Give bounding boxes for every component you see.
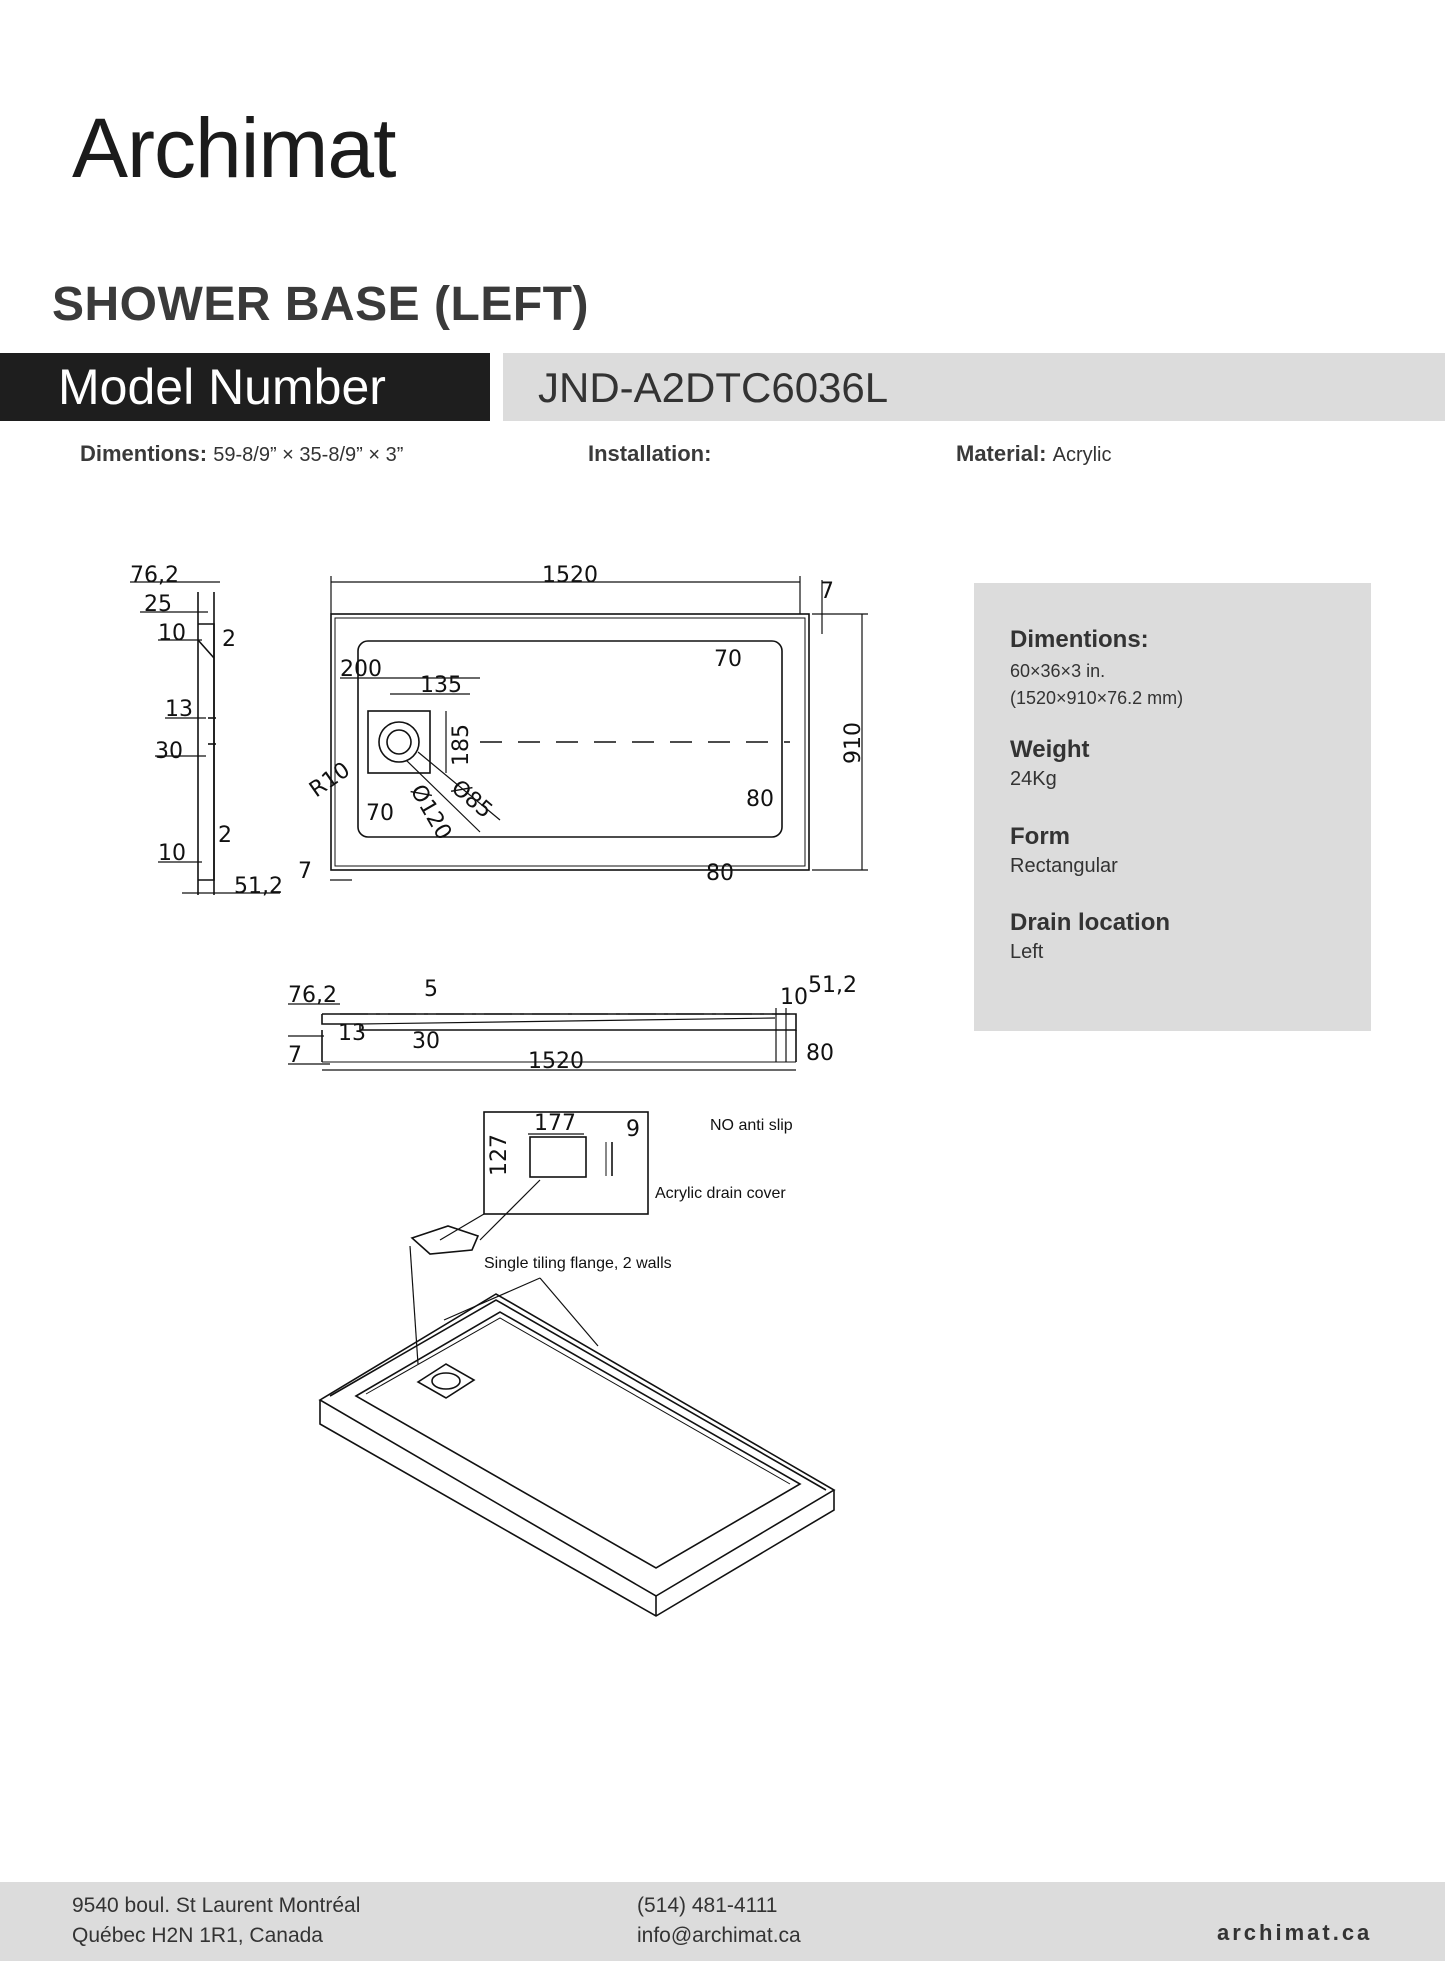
spec-dimensions-value: 59-8/9” × 35-8/9” × 3”	[213, 444, 404, 466]
dim-front-13: 13	[338, 1021, 366, 1046]
dim-front-5: 5	[424, 977, 438, 1002]
spec-material-label: Material:	[956, 441, 1047, 466]
panel-drain-value: Left	[1010, 941, 1044, 963]
note-no-anti-slip: NO anti slip	[710, 1117, 793, 1134]
footer-phone[interactable]: (514) 481-4111	[637, 1894, 778, 1917]
panel-weight-label: Weight	[1010, 736, 1090, 763]
dim-plan-135: 135	[420, 673, 462, 698]
panel-form-label: Form	[1010, 823, 1070, 850]
panel-dimensions-mm: (1520×910×76.2 mm)	[1010, 688, 1184, 708]
dim-side-13: 13	[165, 697, 193, 722]
spec-material	[956, 441, 1112, 467]
dim-side-10a: 10	[158, 621, 186, 646]
dim-cover-9: 9	[626, 1117, 640, 1142]
dim-side-2b: 2	[218, 823, 232, 848]
document-title: SHOWER BASE (LEFT)	[52, 278, 589, 331]
dim-front-80: 80	[806, 1041, 834, 1066]
dim-plan-200: 200	[340, 657, 382, 682]
dim-front-51: 51,2	[808, 973, 857, 998]
drain-cover-detail	[410, 1112, 648, 1364]
panel-dimensions-label: Dimentions:	[1010, 626, 1149, 653]
isometric-view	[320, 1278, 834, 1616]
spec-material-value: Acrylic	[1052, 444, 1112, 466]
dim-side-51: 51,2	[234, 874, 283, 899]
side-profile-view	[130, 582, 280, 895]
dim-plan-80b: 80	[706, 861, 734, 886]
model-number-value: JND-A2DTC6036L	[538, 364, 889, 411]
dim-side-25: 25	[144, 592, 172, 617]
panel-drain-label: Drain location	[1010, 909, 1171, 936]
note-tiling-flange: Single tiling flange, 2 walls	[484, 1255, 672, 1272]
dim-plan-80a: 80	[746, 787, 774, 812]
dim-plan-85: Ø85	[446, 775, 497, 824]
dim-plan-7a: 7	[820, 579, 834, 604]
technical-drawing	[120, 545, 900, 1705]
specifications-panel	[974, 583, 1371, 1031]
dim-plan-r10: R10	[305, 757, 355, 803]
panel-dimensions-in: 60×36×3 in.	[1010, 661, 1106, 681]
dim-plan-7b: 7	[298, 859, 312, 884]
dim-front-7: 7	[288, 1043, 302, 1068]
footer-email[interactable]: info@archimat.ca	[637, 1924, 801, 1947]
dim-side-10b: 10	[158, 841, 186, 866]
dim-side-30: 30	[155, 739, 183, 764]
spec-installation	[588, 441, 711, 467]
dim-plan-120: Ø120	[404, 780, 457, 845]
dim-side-2a: 2	[222, 627, 236, 652]
spec-dimensions-label: Dimentions:	[80, 441, 208, 466]
spec-dimensions	[80, 441, 403, 467]
panel-form-value: Rectangular	[1010, 855, 1118, 877]
dim-cover-177: 177	[534, 1111, 576, 1136]
dim-plan-length: 1520	[542, 563, 598, 588]
note-drain-cover: Acrylic drain cover	[655, 1185, 786, 1202]
dim-front-length: 1520	[528, 1049, 584, 1074]
dim-plan-width: 910	[841, 722, 866, 764]
panel-weight-value: 24Kg	[1010, 768, 1057, 790]
archimat-logo: Archimat	[72, 101, 396, 195]
footer-contact	[637, 1891, 801, 1951]
dim-plan-70b: 70	[366, 801, 394, 826]
dim-plan-70a: 70	[714, 647, 742, 672]
dim-plan-185: 185	[449, 724, 474, 766]
plan-view	[330, 576, 868, 880]
dim-front-10: 10	[780, 985, 808, 1010]
model-number-label: Model Number	[58, 359, 386, 415]
footer-address	[72, 1891, 360, 1951]
spec-installation-label: Installation:	[588, 441, 712, 466]
footer-address-line1: 9540 boul. St Laurent Montréal	[72, 1894, 361, 1917]
dim-front-30: 30	[412, 1029, 440, 1054]
dim-front-76: 76,2	[288, 983, 337, 1008]
footer-website[interactable]: archimat.ca	[1217, 1920, 1373, 1945]
dim-cover-127: 127	[487, 1134, 512, 1176]
dim-side-76: 76,2	[130, 563, 179, 588]
footer-address-line2: Québec H2N 1R1, Canada	[72, 1924, 323, 1947]
